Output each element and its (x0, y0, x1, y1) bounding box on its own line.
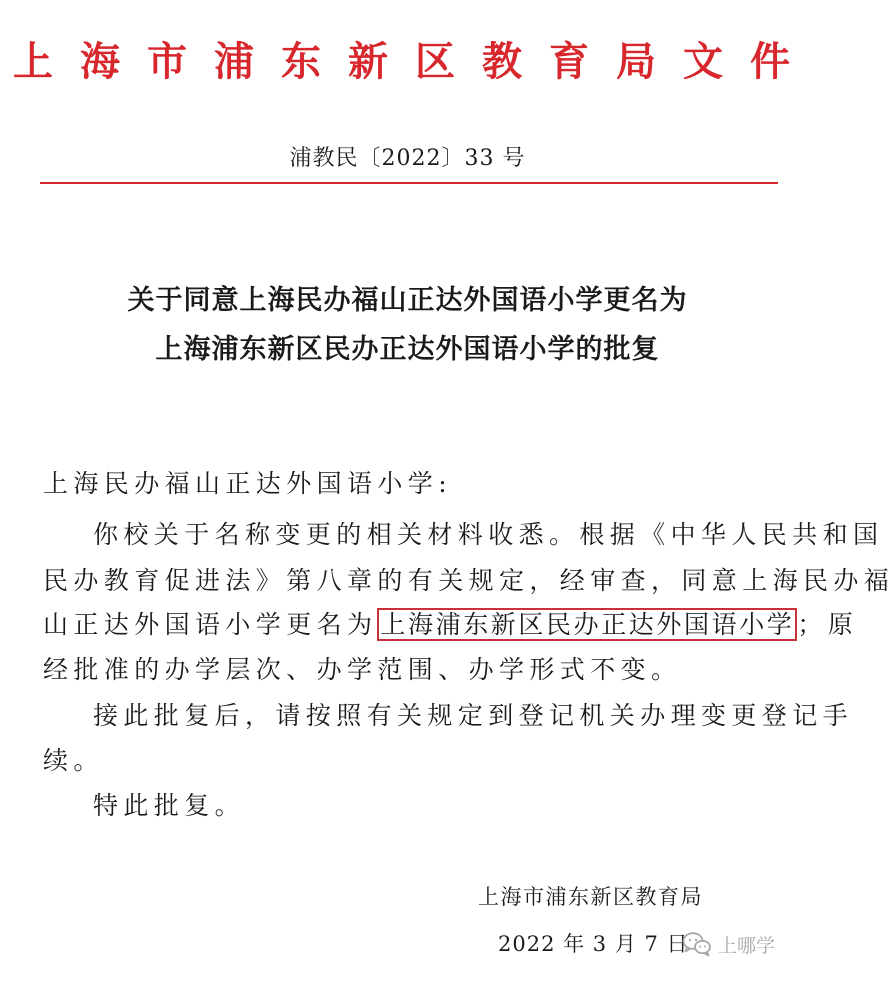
new-school-name-highlight: 上海浦东新区民办正达外国语小学 (377, 608, 797, 641)
document-title-line-2: 上海浦东新区民办正达外国语小学的批复 (155, 334, 660, 365)
issuer-header-title: 上海市浦东新区教育局文件 (13, 39, 817, 85)
paragraph-1-line-1: 你校关于名称变更的相关材料收悉。根据《中华人民共和国 (93, 520, 884, 549)
paragraph-2-line-2: 续。 (43, 746, 104, 775)
signature-date: 2022 年 3 月 7 日 (498, 932, 689, 956)
paragraph-3: 特此批复。 (93, 791, 246, 820)
wechat-icon (682, 931, 712, 957)
salutation: 上海民办福山正达外国语小学: (43, 469, 453, 498)
watermark (682, 928, 775, 960)
watermark-label: 上哪学 (718, 934, 776, 957)
document-number: 浦教民〔2022〕33 号 (289, 146, 526, 171)
paragraph-1-line-2: 民办教育促进法》第八章的有关规定，经审查，同意上海民办福 (43, 566, 894, 595)
paragraph-1-line-3-prefix: 山正达外国语小学更名为 (43, 610, 378, 639)
header-divider (40, 182, 778, 184)
paragraph-1-line-3 (43, 605, 858, 645)
paragraph-2-line-1: 接此批复后，请按照有关规定到登记机关办理变更登记手 (93, 701, 854, 730)
paragraph-1-line-4: 经批准的办学层次、办学范围、办学形式不变。 (43, 655, 682, 684)
signature-issuer: 上海市浦东新区教育局 (478, 885, 703, 909)
paragraph-1-line-3-suffix: ；原 (797, 610, 859, 639)
document-title-line-1: 关于同意上海民办福山正达外国语小学更名为 (127, 285, 688, 316)
